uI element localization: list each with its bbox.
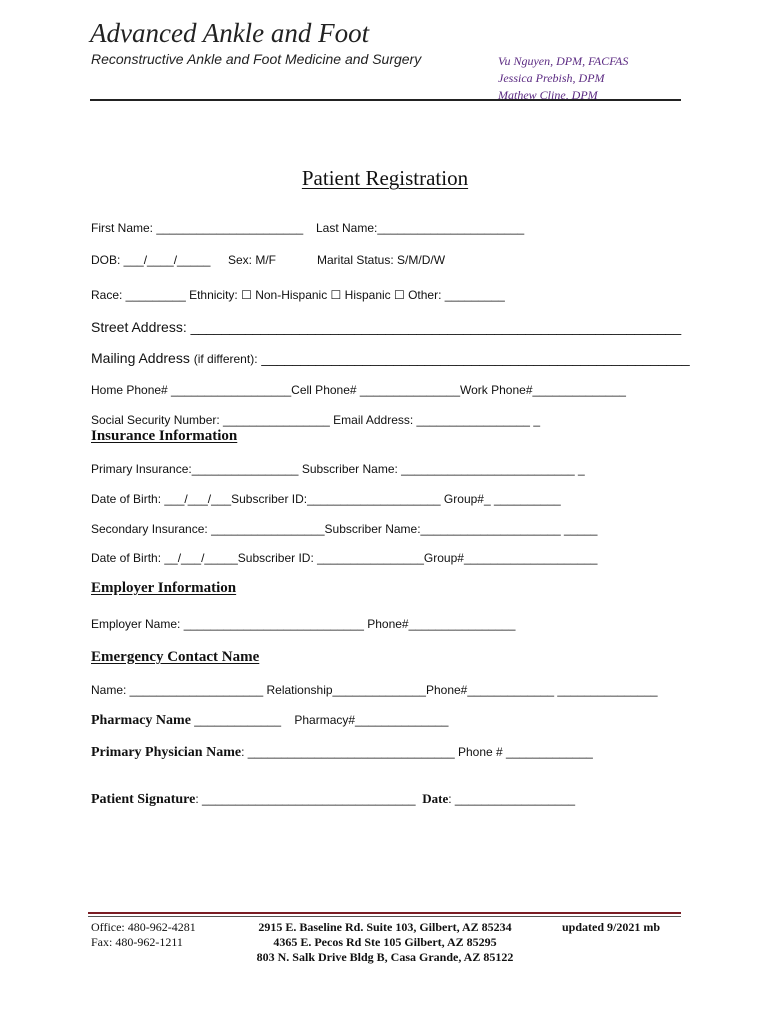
employer-heading: Employer Information [91,580,237,596]
secondary-subscriber-dob-field[interactable]: Date of Birth: __/___/_____Subscriber ID: ________________Group#____________________ [91,551,598,565]
updated-note: updated 9/2021 mb [562,920,661,934]
last-name-field[interactable]: Last Name:______________________ [316,221,525,235]
pharmacy-field[interactable] [91,713,448,729]
doctor-name: Mathew Cline, DPM [498,88,598,102]
marital-status-field[interactable]: Marital Status: S/M/D/W [317,253,446,267]
footer-contact [91,920,196,950]
page-title: Patient Registration [301,166,469,190]
footer-divider-thin [88,916,681,917]
emergency-contact-field[interactable]: Name: ____________________ Relationship______________Phone#_____________ _______________ [91,683,658,697]
pharmacy-line[interactable]: _____________ Pharmacy#______________ [190,713,449,727]
mailing-address-line[interactable]: _______________________________________________________ [261,350,690,366]
footer-divider [88,912,681,914]
employer-field[interactable]: Employer Name: ___________________________ Phone#________________ [91,617,516,631]
primary-subscriber-dob-field[interactable]: Date of Birth: ___/___/___Subscriber ID:____________________ Group#_ __________ [91,492,561,506]
doctor-name: Jessica Prebish, DPM [498,71,605,85]
header-divider [90,99,681,101]
primary-insurance-field[interactable]: Primary Insurance:________________ Subscriber Name: __________________________ _ [91,462,585,476]
address-line: 803 N. Salk Drive Bldg B, Casa Grande, AZ 85122 [256,950,514,964]
address-line: 2915 E. Baseline Rd. Suite 103, Gilbert, AZ 85234 [258,920,512,934]
physician-line[interactable]: : _______________________________ Phone # _____________ [241,745,593,759]
first-name-field[interactable]: First Name: ______________________ [91,221,304,235]
mailing-address-label: Mailing Address [91,350,190,366]
physician-field[interactable] [91,745,593,761]
signature-label: Patient Signature [91,792,196,807]
date-line[interactable]: : __________________ [448,792,576,806]
physician-label: Primary Physician Name [91,745,242,760]
address-line: 4365 E. Pecos Rd Ste 105 Gilbert, AZ 85295 [273,935,497,949]
fax-number: Fax: 480-962-1211 [91,935,183,949]
signature-line[interactable]: : ________________________________ [195,792,423,806]
tagline: Reconstructive Ankle and Foot Medicine and Surgery [91,51,422,67]
brand-title: Advanced Ankle and Foot [90,18,370,48]
mailing-address-note: (if different): [193,352,258,366]
phone-fields[interactable]: Home Phone# __________________Cell Phone# _______________Work Phone#______________ [91,383,626,397]
ssn-email-fields[interactable]: Social Security Number: ________________ Email Address: _________________ _ [91,413,540,427]
doctor-list [498,53,628,104]
insurance-heading: Insurance Information [91,428,238,444]
sex-field[interactable]: Sex: M/F [228,253,277,267]
street-address-field[interactable]: Street Address: _______________________________________________________________ [91,319,682,335]
emergency-contact-heading: Emergency Contact Name [91,649,260,665]
signature-field[interactable] [91,791,575,808]
mailing-address-field[interactable] [91,350,690,366]
secondary-insurance-field[interactable]: Secondary Insurance: _________________Subscriber Name:_____________________ _____ [91,522,598,536]
footer-addresses [200,920,570,965]
race-ethnicity-field[interactable]: Race: _________ Ethnicity: ☐ Non-Hispanic ☐ Hispanic ☐ Other: _________ [91,288,505,302]
date-label: Date [422,791,449,806]
office-phone: Office: 480-962-4281 [91,920,196,934]
dob-field[interactable]: DOB: ___/____/_____ [91,253,211,267]
pharmacy-label: Pharmacy Name [91,713,191,728]
doctor-name: Vu Nguyen, DPM, FACFAS [498,54,629,68]
